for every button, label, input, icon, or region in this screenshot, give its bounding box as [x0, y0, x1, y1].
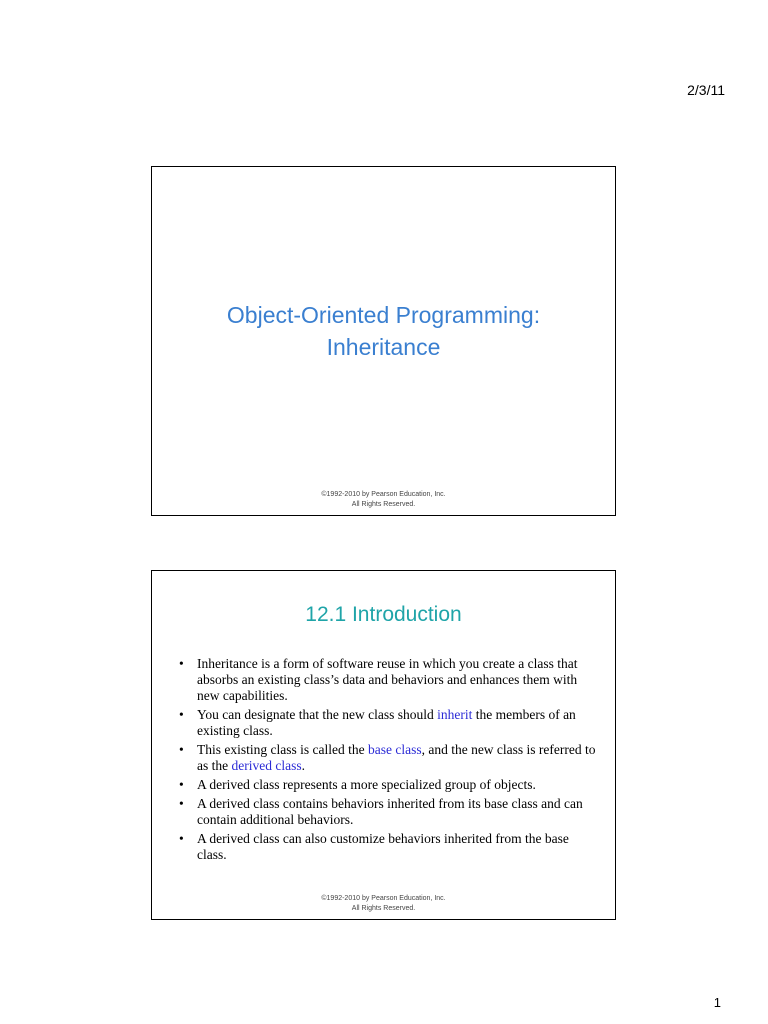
bullet-text-post: the members of an existing class. [197, 707, 576, 738]
bullet-text: A derived class represents a more specialized group of objects. [197, 777, 536, 792]
term-derived-class: derived class [231, 758, 302, 773]
slide-title-line-1: Object-Oriented Programming: [226, 302, 541, 328]
bullet-text-post: . [301, 758, 305, 773]
bullet-dot: • [179, 777, 184, 792]
copyright-line-1: ©1992-2010 by Pearson Education, Inc. [321, 491, 446, 498]
copyright-line-2: All Rights Reserved. [351, 501, 416, 508]
bullet-text-mid: , and the new class is referred to as the [197, 742, 596, 773]
slide-heading: 12.1 Introduction [305, 603, 462, 626]
slide-title-line-2: Inheritance [326, 334, 441, 360]
bullet-item [176, 656, 596, 704]
bullet-item [176, 796, 596, 828]
copyright-line-1: ©1992-2010 by Pearson Education, Inc. [321, 895, 446, 902]
term-base-class: base class [367, 742, 422, 757]
bullet-item [176, 777, 596, 793]
bullet-text-pre: You can designate that the new class should [197, 707, 438, 722]
title-slide [151, 166, 616, 516]
copyright-notice [152, 490, 615, 510]
page-date: 2/3/11 [687, 82, 725, 98]
page-number: 1 [713, 995, 721, 1010]
introduction-slide [151, 570, 616, 920]
bullet-dot: • [179, 831, 184, 846]
copyright-notice [152, 894, 615, 914]
slide-title [152, 299, 615, 363]
term-inherit: inherit [437, 707, 473, 722]
bullet-dot: • [179, 796, 184, 811]
bullet-text: Inheritance is a form of software reuse in which you create a class that absorbs an existing class’s data and behaviors and enhances them with new capabilities. [197, 656, 578, 703]
bullet-item [176, 831, 596, 863]
bullet-item [176, 742, 596, 774]
bullet-text: A derived class can also customize behaviors inherited from the base class. [197, 831, 569, 862]
bullet-text: A derived class contains behaviors inherited from its base class and can contain additional behaviors. [197, 796, 583, 827]
bullet-list [176, 656, 596, 866]
copyright-line-2: All Rights Reserved. [351, 905, 416, 912]
bullet-dot: • [179, 742, 184, 757]
bullet-text-pre: This existing class is called the [197, 742, 368, 757]
bullet-item [176, 707, 596, 739]
bullet-dot: • [179, 707, 184, 722]
bullet-dot: • [179, 656, 184, 671]
